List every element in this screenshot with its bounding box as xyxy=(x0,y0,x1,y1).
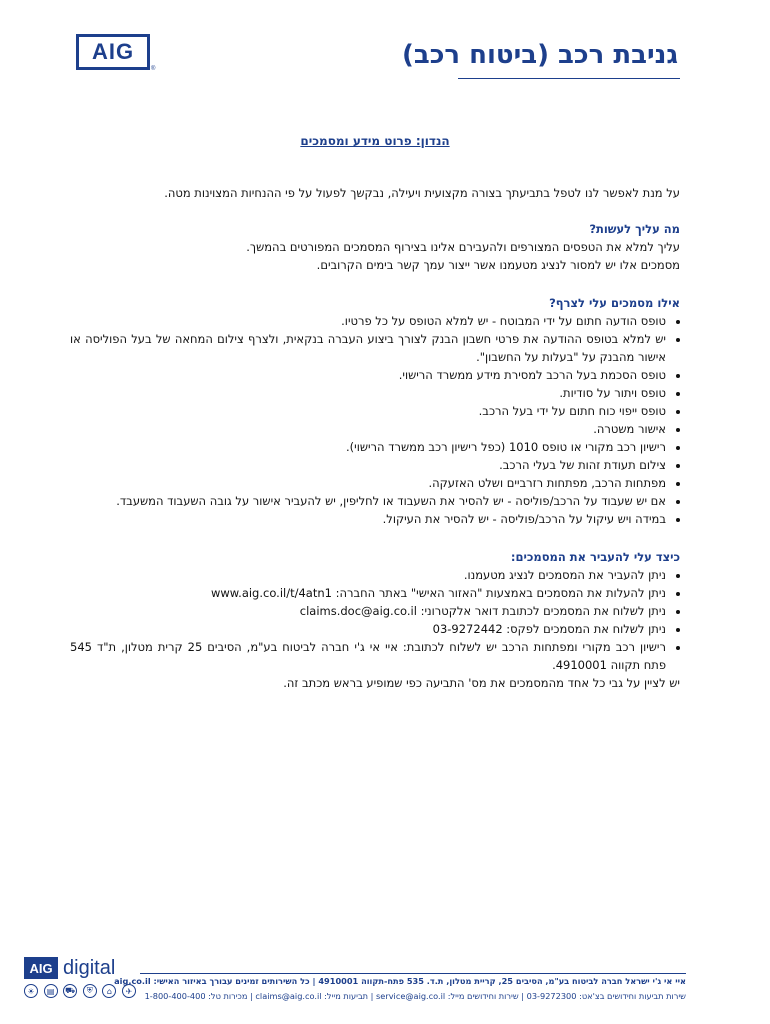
list-item: • טופס ויתור על סודיות. xyxy=(70,384,666,402)
list-item: • טופס ייפוי כוח חתום על ידי בעל הרכב. xyxy=(70,402,666,420)
list-item: • רישיון רכב מקורי או טופס 1010 (כפל רישיון רכב ממשרד הרישוי). xyxy=(70,438,666,456)
todo-heading: מה עליך לעשות? xyxy=(589,222,680,236)
footer-contacts: שירות תביעות וחידושים בצ'אט: 03-9272300 | שירות וחידושים מייל: service@aig.co.il | תביעות מייל: claims@aig.co.il | מכירות טל: 1-800-400-400 xyxy=(144,991,686,1001)
letter-body xyxy=(70,132,680,692)
todo-line: מסמכים אלו יש למסור לנציג מטעמנו אשר ייצור עמך קשר בימים הקרובים. xyxy=(316,258,680,272)
footer-brand: digital xyxy=(63,956,116,979)
list-item: • במידה ויש עיקול על הרכב/פוליסה - יש להסיר את העיקול. xyxy=(70,510,666,528)
send-heading: כיצד עלי להעביר את המסמכים: xyxy=(510,550,680,564)
closing-note: יש לציין על גבי כל אחד מהמסמכים את מס' התביעה כפי שמופיע בראש מכתב זה. xyxy=(283,676,680,690)
list-item: • מפתחות הרכב, מפתחות רזרביים ושלט האזעקה. xyxy=(70,474,666,492)
footer-icons xyxy=(24,984,136,1006)
plane-icon: ✈ xyxy=(122,984,136,998)
logo-text: AIG xyxy=(91,39,135,64)
list-item: • ניתן להעלות את המסמכים באמצעות "האזור האישי" באתר החברה: www.aig.co.il/t/4atn1 xyxy=(70,584,666,602)
list-item: • ניתן לשלוח את המסמכים לכתובת דואר אלקטרוני: claims.doc@aig.co.il xyxy=(70,602,666,620)
documents-heading: אילו מסמכים עלי לצרף? xyxy=(549,296,680,310)
list-item: • רישיון רכב מקורי ומפתחות הרכב יש לשלוח לכתובת: איי אי ג'י חברה לביטוח בע"מ, הסיבים 25 קרית מטלון, ת"ד 545 פתח תקווה 4910001. xyxy=(70,638,666,674)
list-item: • טופס הסכמת בעל הרכב למסירת מידע ממשרד הרישוי. xyxy=(70,366,666,384)
aig-logo xyxy=(76,34,150,70)
list-item: • ניתן לשלוח את המסמכים לפקס: 03-9272442 xyxy=(70,620,666,638)
car-icon: ⛟ xyxy=(63,984,77,998)
send-list xyxy=(70,566,680,674)
shield-icon: ⛨ xyxy=(83,984,97,998)
intro-paragraph: על מנת לאפשר לנו לטפל בתביעתך בצורה מקצועית ויעילה, נבקשך לפעול על פי ההנחיות המצוינות מטה. xyxy=(164,186,680,200)
list-item: • אישור משטרה. xyxy=(70,420,666,438)
footer-address: איי אי ג'י ישראל חברה לביטוח בע"מ, הסיבים 25, קריית מטלון, ת.ד. 535 פתח-תקווה 4910001 | כל השירותים זמינים עבורך באיזור האישי: aig.co.il xyxy=(114,976,686,986)
footer-logo xyxy=(24,956,115,980)
list-item: • צילום תעודת זהות של בעלי הרכב. xyxy=(70,456,666,474)
subject-line: הנדון: פרוט מידע ומסמכים xyxy=(300,134,450,148)
logo-registered-mark: ® xyxy=(151,66,156,72)
footer-logo-box: AIG xyxy=(24,957,58,979)
footer-divider xyxy=(140,973,686,974)
page-title: גניבת רכב (ביטוח רכב) xyxy=(401,40,678,70)
list-item: • טופס הודעה חתום על ידי המבוטח - יש למלא הטופס על כל פרטיו. xyxy=(70,312,666,330)
title-underline xyxy=(458,78,680,79)
documents-list xyxy=(70,312,680,528)
document-icon: ▤ xyxy=(44,984,58,998)
list-item: • אם יש שעבוד על הרכב/פוליסה - יש להסיר את השעבוד או לחליפין, יש להעביר אישור על גובה השעבוד המשעבד. xyxy=(70,492,666,510)
home-icon: ⌂ xyxy=(102,984,116,998)
sun-icon: ☀ xyxy=(24,984,38,998)
list-item: • ניתן להעביר את המסמכים לנציג מטעמנו. xyxy=(70,566,666,584)
todo-line: עליך למלא את הטפסים המצורפים ולהעבירם אלינו בצירוף המסמכים המפורטים בהמשך. xyxy=(246,240,680,254)
list-item: • יש למלא בטופס ההודעה את פרטי חשבון הבנק לצורך ביצוע העברה בנקאית, ולצרף צילום המחאה של בעל הפוליסה או אישור מהבנק על "בעלות על החשבון". xyxy=(70,330,666,366)
